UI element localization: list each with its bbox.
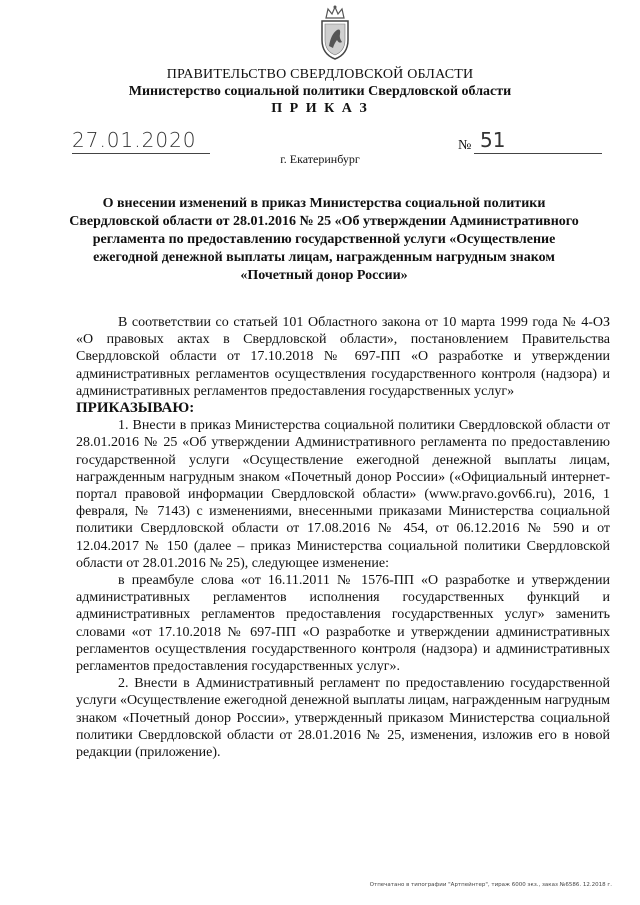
item-2-paragraph: 2. Внести в Административный регламент по предоставлению государственной услуги «Осуществление ежегодной денежной выплаты лицам, награжденным нагрудным знаком «Почетный донор России», утвержденный приказом Министерства социальной политики Свердловской области от 28.01.2016 № 25, изменения, изложив его в новой редакции (приложение). xyxy=(76,676,610,761)
ministry-name: Министерство социальной политики Свердловской области xyxy=(128,84,512,99)
number-label: № xyxy=(458,138,472,153)
document-type: П Р И К А З xyxy=(271,101,369,116)
item-1-paragraph: 1. Внести в приказ Министерства социальной политики Свердловской области от 28.01.2016 № 25 «Об утверждении Административного регламента по предоставлению государственной услуги «Осуществление ежегодной денежной выплаты лицам, награжденным нагрудным знаком «Почетный донор России» («Официальный интернет-портал правовой информации Свердловской области» (www.pravo.gov66.ru), 2016, 1 февраля, № 7143) с изменениями, внесенными приказами Министерства социальной политики Свердловской области от 17.08.2016 № 454, от 06.12.2016 № 590 и от 12.04.2017 № 150 (далее – приказ Министерства социальной политики Свердловской области от 28.01.2016 № 25), следующее изменение: xyxy=(76,418,610,571)
government-name: ПРАВИТЕЛЬСТВО СВЕРДЛОВСКОЙ ОБЛАСТИ xyxy=(166,67,474,82)
order-date: 27.01.2020 xyxy=(72,128,197,152)
order-word: ПРИКАЗЫВАЮ: xyxy=(76,400,195,417)
document-title: О внесении изменений в приказ Министерства социальной политики Свердловской области от 28.01.2016 № 25 «Об утверждении Административного регламента по предоставлению государственной услуги «Осуществление ежегодной денежной выплаты лицам, награжденным нагрудным знаком «Почетный донор России» xyxy=(69,196,579,283)
city: г. Екатеринбург xyxy=(280,152,360,166)
coat-of-arms-icon xyxy=(317,4,353,62)
item-1-detail-paragraph: в преамбуле слова «от 16.11.2011 № 1576-ПП «О разработке и утверждении административных регламентов исполнения государственных функций и административных регламентов предоставления государственных услуг» заменить словами «от 17.10.2018 № 697-ПП «О разработке и утверждении административных регламентов осуществления государственного контроля (надзора) и административных регламентов предоставления государственных услуг». xyxy=(76,573,610,675)
document-body xyxy=(76,314,610,761)
order-number: 51 xyxy=(480,128,506,152)
preamble-paragraph: В соответствии со статьей 101 Областного закона от 10 марта 1999 года № 4-ОЗ «О правовых актах в Свердловской области», постановлением Правительства Свердловской области от 17.10.2018 № 697-ПП «О разработке и утверждении административных регламентов осуществления государственного контроля (надзора) и административных регламентов предоставления государственных услуг» xyxy=(76,315,610,399)
print-footer: Отпечатано в типографии "Артпейнтер", тираж 6000 экз., заказ №6586. 12.2018 г. xyxy=(369,882,612,888)
